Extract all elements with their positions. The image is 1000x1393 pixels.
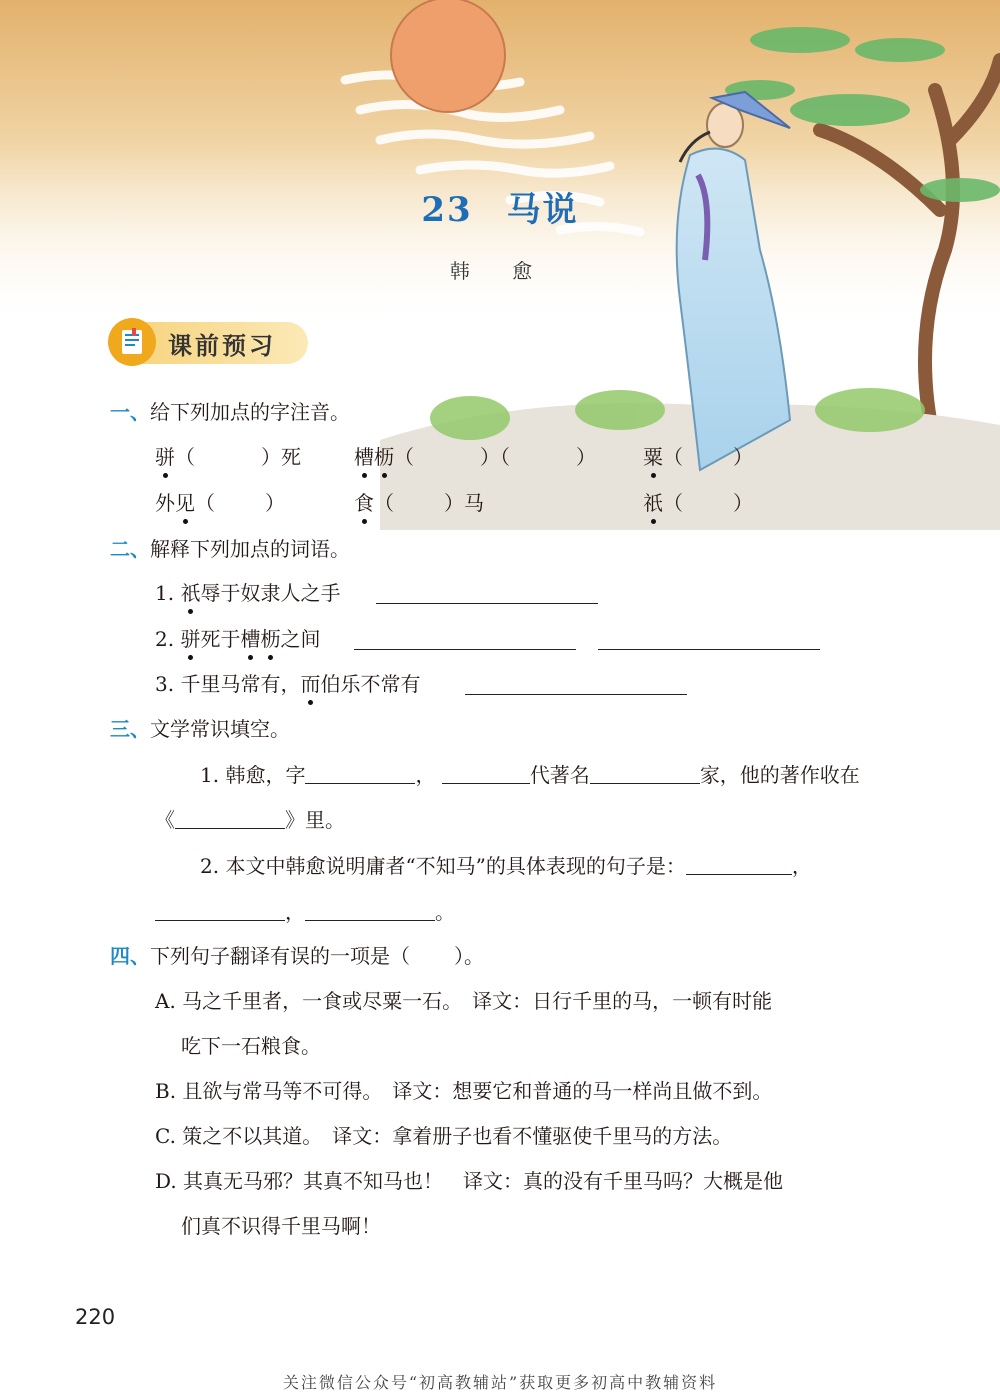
q3-heading: 三、文学常识填空。: [110, 717, 290, 741]
q1-row1-b: 槽枥（ ）（ ）: [354, 445, 596, 469]
footer-note: 关注微信公众号“初高教辅站”获取更多初高中教辅资料: [282, 1373, 718, 1392]
q1-row1-a: 骈（ ）死: [155, 445, 301, 469]
q3-blank-zi[interactable]: [305, 765, 415, 784]
q3-blank-sent3[interactable]: [305, 902, 435, 921]
q4-option-a: A. 马之千里者，一食或尽粟一石。 译文：日行千里的马，一顿有时能: [155, 989, 773, 1013]
q2-item1-blank[interactable]: [376, 585, 598, 604]
q4-option-d-cont: 们真不识得千里马啊！: [181, 1214, 381, 1238]
preview-badge: [108, 318, 308, 366]
q4-option-d: D. 其真无马邪？其真不知马也！ 译文：真的没有千里马吗？大概是他: [155, 1169, 784, 1193]
q3-line2: 《 》里。: [155, 808, 345, 832]
q2-heading: 二、解释下列加点的词语。: [110, 537, 350, 561]
lesson-title-text: 马说: [506, 190, 579, 230]
q4-option-c: C. 策之不以其道。 译文：拿着册子也看不懂驱使千里马的方法。: [155, 1124, 733, 1148]
q2-item2: 2. 骈死于槽枥之间: [155, 627, 321, 651]
q3-blank-role[interactable]: [590, 765, 700, 784]
q2-item3-blank[interactable]: [465, 676, 687, 695]
q3-blank-book[interactable]: [175, 810, 285, 829]
author-name: 韩 愈: [449, 259, 551, 283]
q4-heading: 四、下列句子翻译有误的一项是（ ）。: [110, 944, 484, 968]
q3-blank-sent2[interactable]: [155, 902, 285, 921]
page-number: 220: [75, 1305, 116, 1329]
lesson-title: [0, 182, 1000, 231]
badge-label: 课前预习: [168, 332, 276, 360]
q2-item3: 3. 千里马常有，而伯乐不常有: [155, 672, 421, 696]
q1-heading: 一、给下列加点的字注音。: [110, 400, 350, 424]
q3-line4: ， 。: [155, 896, 455, 925]
q2-item2-blank-a[interactable]: [354, 631, 576, 650]
book-icon: [108, 318, 156, 366]
q4-option-a-cont: 吃下一石粮食。: [181, 1034, 321, 1058]
q1-row1-c: 粟（ ）: [643, 445, 753, 469]
q3-line1: 1. 韩愈，字 ， 代著名 家，他的著作收在: [200, 763, 860, 787]
q3-line3: 2. 本文中韩愈说明庸者“不知马”的具体表现的句子是： ，: [200, 854, 812, 878]
q1-row2-a: 外见（ ）: [155, 491, 285, 515]
q4-option-b: B. 且欲与常马等不可得。 译文：想要它和普通的马一样尚且做不到。: [155, 1079, 773, 1103]
q1-row2-c: 祇（ ）: [643, 491, 753, 515]
q2-item2-blank-b[interactable]: [598, 631, 820, 650]
q2-item1: 1. 祇辱于奴隶人之手: [155, 581, 341, 605]
sun: [391, 0, 505, 112]
q3-blank-dynasty[interactable]: [442, 765, 530, 784]
lesson-number: 23: [421, 190, 473, 230]
q1-row2-b: 食（ ）马: [354, 491, 484, 515]
q3-blank-sent1[interactable]: [686, 856, 792, 875]
